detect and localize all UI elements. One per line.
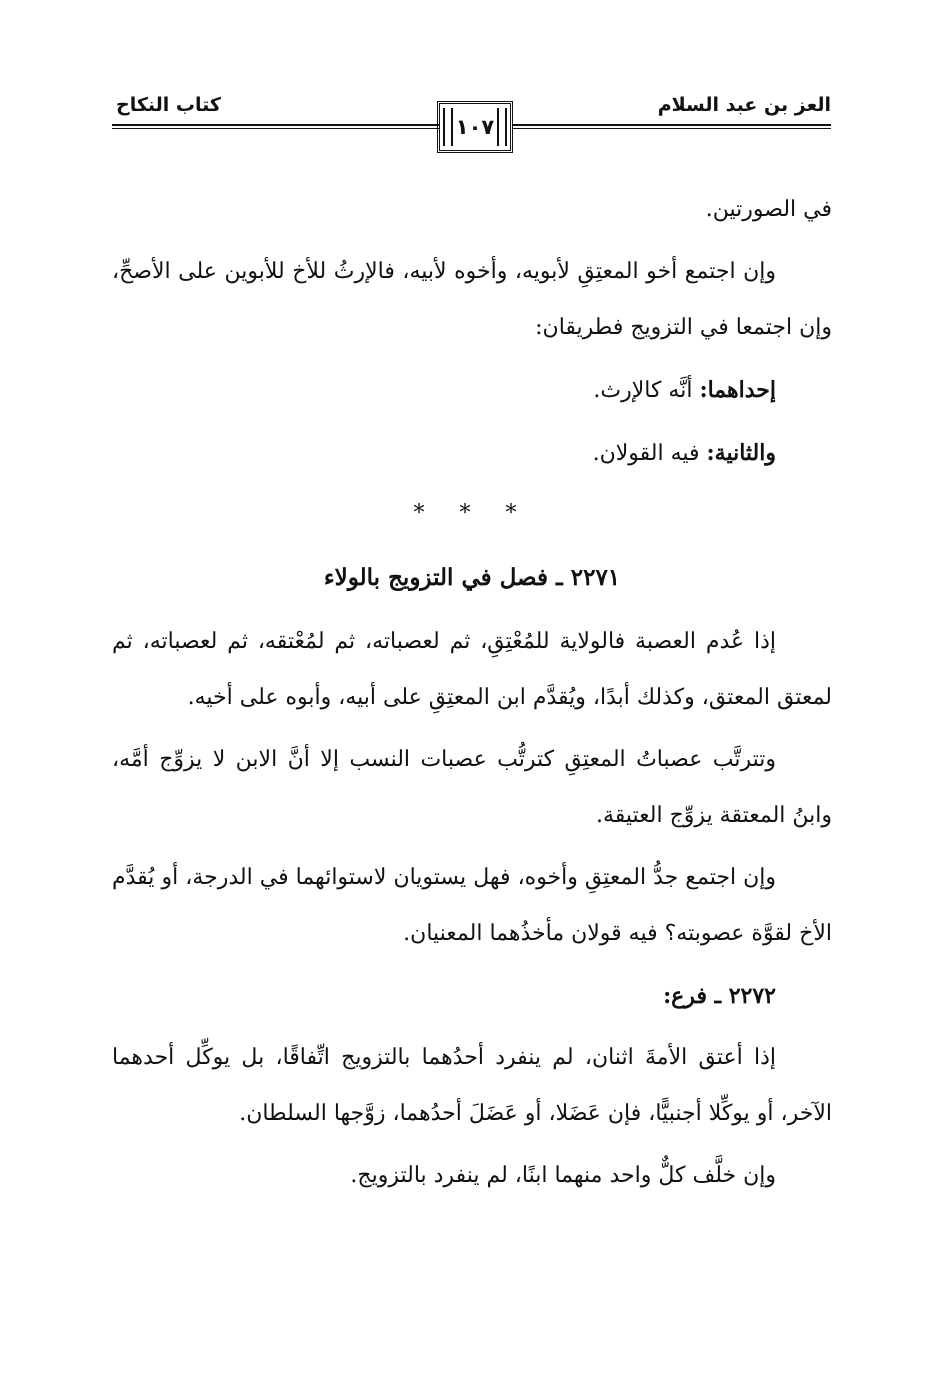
page-number-frame <box>437 101 513 153</box>
paragraph-6: وتترتَّب عصباتُ المعتِقِ كترتُّب عصبات النسب إلا أنَّ الابن لا يزوِّج أمَّه، وابنُ المعتقة يزوِّج العتيقة. <box>112 747 832 828</box>
section-divider: * * * <box>413 501 531 526</box>
paragraph-2: وإن اجتمع أخو المعتِقِ لأبويه، وأخوه لأبيه، فالإرثُ للأخ للأبوين على الأصحِّ، وإن اجتمعا في التزويج فطريقان: <box>112 259 832 340</box>
subsection-heading: ٢٢٧٢ ـ فرع: <box>663 983 776 1009</box>
paragraph-3-text: أنَّه كالإرث. <box>593 378 693 403</box>
page-number: ١٠٧ <box>455 115 495 139</box>
paragraph-8: إذا أعتق الأمةَ اثنان، لم ينفرد أحدُهما بالتزويج اتِّفاقًا، بل يوكِّل أحدهما الآخر، أو يوكِّلا أجنبيًّا، فإن عَضَلا، أو عَضَلَ أحدُهما، زوَّجها السلطان. <box>112 1045 832 1126</box>
section-heading: ٢٢٧١ ـ فصل في التزويج بالولاء <box>323 564 621 591</box>
paragraph-7: وإن اجتمع جدُّ المعتِقِ وأخوه، فهل يستويان لاستوائهما في الدرجة، أو يُقدَّم الأخ لقوَّة عصوبته؟ فيه قولان مأخذُهما المعنيان. <box>112 865 832 946</box>
header-author: العز بن عبد السلام <box>657 94 831 116</box>
paragraph-3 <box>112 362 832 419</box>
paragraph-5: إذا عُدم العصبة فالولاية للمُعْتِقِ، ثم لعصباته، ثم لمُعْتقه، ثم لعصباته، ثم لمعتق المعتق، وكذلك أبدًا، ويُقدَّم ابن المعتِقِ على أبيه، وأبوه على أخيه. <box>112 629 832 710</box>
paragraph-1: في الصورتين. <box>705 197 832 222</box>
paragraph-4 <box>112 425 832 482</box>
header-rule-left <box>112 124 439 129</box>
header-book-title: كتاب النكاح <box>116 94 221 116</box>
paragraph-4-lead: والثانية: <box>706 440 776 466</box>
header-rule-right <box>513 124 831 129</box>
paragraph-3-lead: إحداهما: <box>699 377 776 403</box>
page-body <box>112 182 832 1210</box>
paragraph-4-text: فيه القولان. <box>592 441 700 466</box>
paragraph-9: وإن خلَّف كلٌّ واحد منهما ابنًا، لم ينفرد بالتزويج. <box>350 1163 776 1188</box>
